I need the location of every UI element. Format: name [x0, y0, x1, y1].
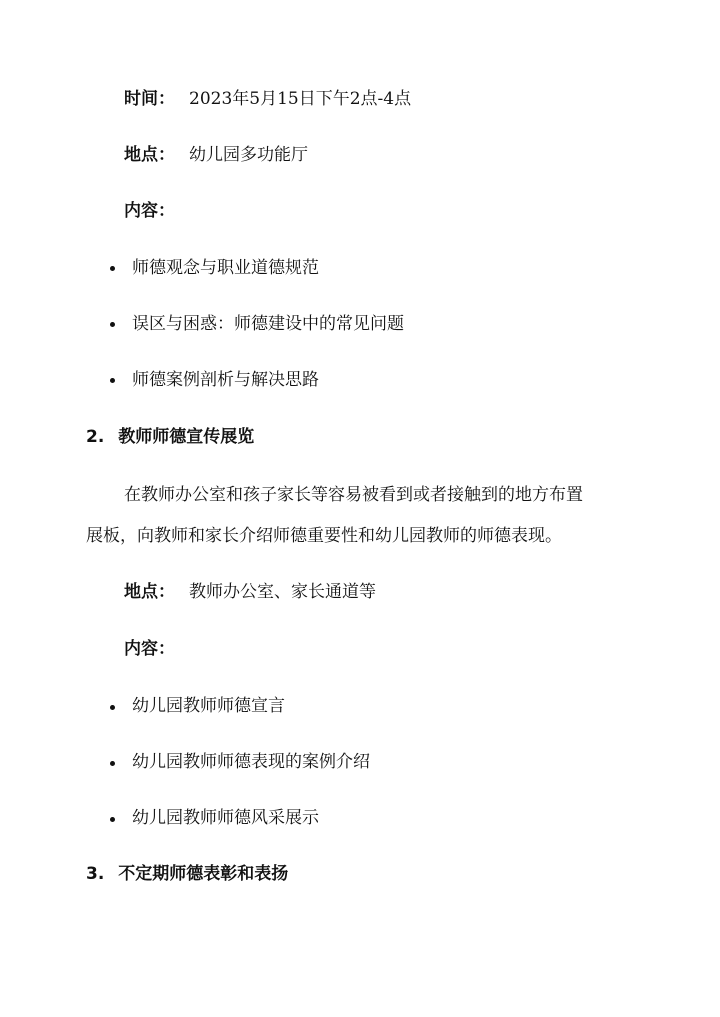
section-title: 教师师德宣传展览 — [118, 427, 255, 447]
time-row — [124, 87, 411, 111]
time-label: 时间： — [124, 89, 175, 109]
content-label: 内容： — [124, 639, 175, 659]
place-value: 教师办公室、家长通道等 — [189, 582, 376, 602]
paragraph-line: 在教师办公室和孩子家长等容易被看到或者接触到的地方布置 — [124, 485, 583, 505]
list-item: 幼儿园教师师德风采展示 — [132, 808, 319, 828]
bullet-icon — [110, 761, 115, 766]
paragraph-line: 展板，向教师和家长介绍师德重要性和幼儿园教师的师德表现。 — [86, 526, 562, 546]
place-label: 地点： — [124, 145, 175, 165]
section-number: 3. — [86, 864, 105, 884]
section-title: 不定期师德表彰和表扬 — [118, 864, 289, 884]
section-number: 2. — [86, 427, 105, 447]
list-item: 幼儿园教师师德宣言 — [132, 696, 285, 716]
place-label: 地点： — [124, 582, 175, 602]
section-heading — [86, 425, 254, 449]
list-item: 师德观念与职业道德规范 — [132, 258, 319, 278]
place-row — [124, 580, 376, 604]
section-heading — [86, 862, 288, 886]
bullet-icon — [110, 705, 115, 710]
list-item: 师德案例剖析与解决思路 — [132, 370, 319, 390]
bullet-icon — [110, 817, 115, 822]
place-value: 幼儿园多功能厅 — [189, 145, 308, 165]
place-row — [124, 143, 308, 167]
bullet-icon — [110, 322, 115, 327]
content-row — [124, 199, 175, 223]
time-value: 2023年5月15日下午2点-4点 — [189, 89, 412, 109]
content-label: 内容： — [124, 201, 175, 221]
list-item: 幼儿园教师师德表现的案例介绍 — [132, 752, 370, 772]
list-item: 误区与困惑：师德建设中的常见问题 — [132, 314, 404, 334]
content-row — [124, 637, 175, 661]
bullet-icon — [110, 266, 115, 271]
bullet-icon — [110, 378, 115, 383]
